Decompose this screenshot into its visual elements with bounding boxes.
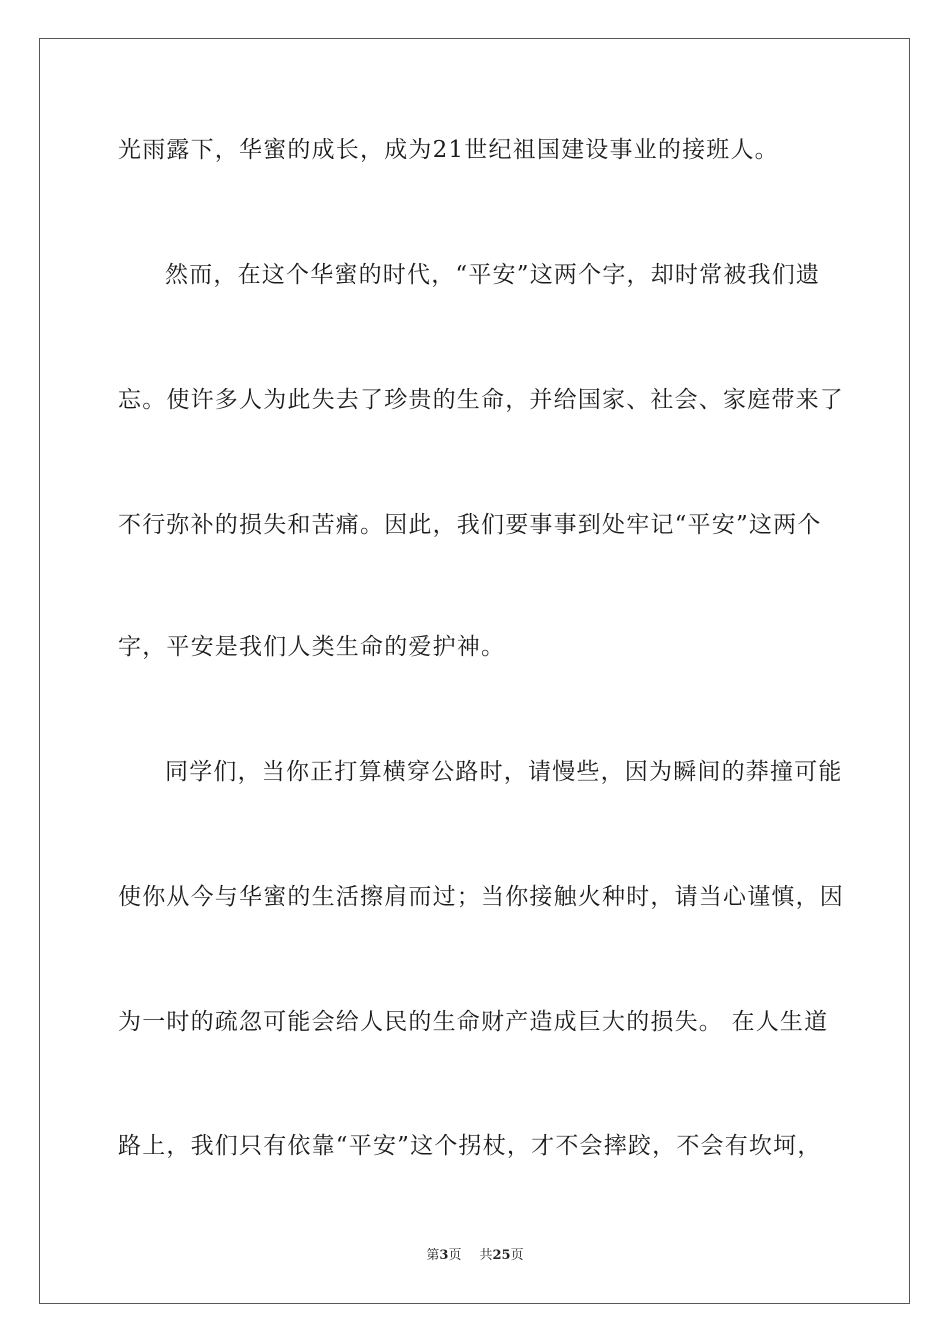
- body-text-line: 为一时的疏忽可能会给人民的生命财产造成巨大的损失。 在人生道: [118, 1009, 829, 1035]
- page-suffix: 页: [448, 1248, 462, 1263]
- page-footer: [0, 1246, 950, 1266]
- body-text-line: 使你从今与华蜜的生活擦肩而过；当你接触火种时，请当心谨慎，因: [118, 884, 844, 910]
- total-pages: 25: [492, 1248, 511, 1263]
- total-suffix: 页: [510, 1248, 524, 1263]
- body-text-line: 忘。使许多人为此失去了珍贵的生命，并给国家、社会、家庭带来了: [118, 387, 844, 413]
- page-border: [39, 38, 910, 1304]
- body-text-line: 光雨露下，华蜜的成长，成为21世纪祖国建设事业的接班人。: [118, 137, 779, 163]
- body-text-line: 路上，我们只有依靠“平安”这个拐杖，才不会摔跤，不会有坎坷，: [118, 1133, 822, 1159]
- total-prefix: 共: [479, 1248, 493, 1263]
- body-text-line: 同学们，当你正打算横穿公路时，请慢些，因为瞬间的莽撞可能: [165, 759, 843, 785]
- body-text-line: 不行弥补的损失和苦痛。因此，我们要事事到处牢记“平安”这两个: [118, 512, 822, 538]
- body-text-line: 然而，在这个华蜜的时代，“平安”这两个字，却时常被我们遗: [165, 262, 821, 288]
- page-number: 3: [439, 1248, 449, 1263]
- page-prefix: 第: [426, 1248, 440, 1263]
- body-text-line: 字，平安是我们人类生命的爱护神。: [118, 634, 506, 660]
